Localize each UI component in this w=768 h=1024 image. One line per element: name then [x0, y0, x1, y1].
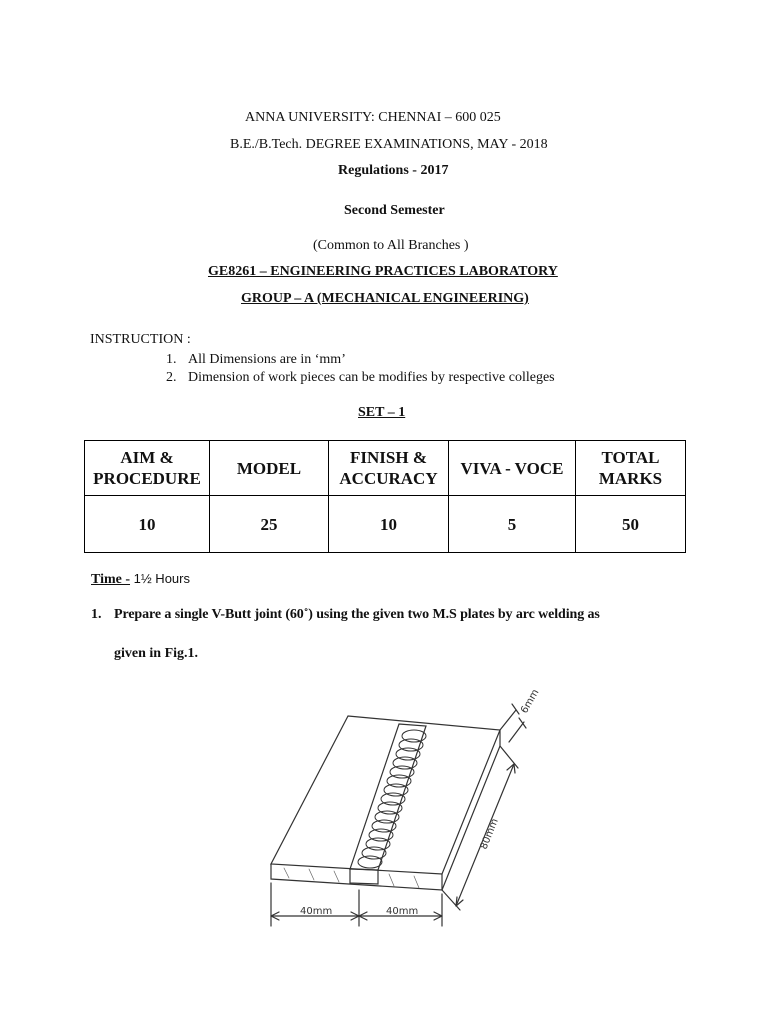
- question-text-line2: given in Fig.1.: [114, 646, 199, 661]
- instruction-list: [90, 351, 555, 387]
- time-line: [91, 571, 190, 588]
- value-cell: 10: [85, 496, 210, 553]
- header-line: PROCEDURE: [93, 469, 201, 488]
- group-title: GROUP – A (MECHANICAL ENGINEERING): [241, 291, 529, 306]
- time-value: 1½ Hours: [130, 571, 190, 586]
- value-cell: 25: [210, 496, 329, 553]
- value-cell: 50: [576, 496, 686, 553]
- set-title: SET – 1: [358, 405, 406, 420]
- marks-table: [84, 440, 686, 553]
- instruction-item: [90, 369, 555, 387]
- dimension-40mm-right: 40mm: [386, 906, 419, 917]
- instruction-item: [90, 351, 555, 369]
- table-row: [85, 496, 686, 553]
- question-number: 1.: [91, 607, 102, 622]
- instruction-number: 2.: [166, 370, 177, 385]
- header-line: MARKS: [598, 469, 663, 488]
- dimension-6mm: 6mm: [519, 687, 542, 716]
- common-branches: (Common to All Branches ): [313, 238, 469, 253]
- dimension-80mm: 80mm: [478, 817, 501, 852]
- header-line: AIM &: [120, 448, 174, 467]
- header-line: VIVA - VOCE: [460, 458, 564, 478]
- course-title: GE8261 – ENGINEERING PRACTICES LABORATORY: [208, 264, 558, 279]
- dimension-40mm-left: 40mm: [300, 906, 333, 917]
- header-line: MODEL: [236, 458, 302, 478]
- table-header-row: [85, 441, 686, 496]
- instruction-title: INSTRUCTION :: [90, 332, 191, 347]
- university-name: ANNA UNIVERSITY: CHENNAI – 600 025: [245, 110, 501, 125]
- header-cell-viva-voce: [449, 441, 576, 496]
- header-line: ACCURACY: [339, 469, 438, 488]
- regulations: Regulations - 2017: [338, 163, 449, 178]
- weld-joint-figure: [174, 678, 564, 944]
- header-cell-model: [210, 441, 329, 496]
- instruction-number: 1.: [166, 352, 177, 367]
- instruction-text: All Dimensions are in ‘mm’: [188, 352, 346, 367]
- header-line: FINISH &: [350, 448, 427, 467]
- question-text-line1: Prepare a single V-Butt joint (60˚) using the given two M.S plates by arc welding as: [114, 607, 600, 622]
- header-cell-total-marks: [576, 441, 686, 496]
- value-cell: 5: [449, 496, 576, 553]
- exam-title: B.E./B.Tech. DEGREE EXAMINATIONS, MAY - 2018: [230, 137, 548, 152]
- time-label: Time -: [91, 572, 131, 587]
- semester: Second Semester: [344, 203, 445, 218]
- header-line: TOTAL: [601, 448, 660, 467]
- value-cell: 10: [329, 496, 449, 553]
- header-cell-finish-accuracy: [329, 441, 449, 496]
- header-cell-aim-procedure: [85, 441, 210, 496]
- instruction-text: Dimension of work pieces can be modifies by respective colleges: [188, 370, 555, 385]
